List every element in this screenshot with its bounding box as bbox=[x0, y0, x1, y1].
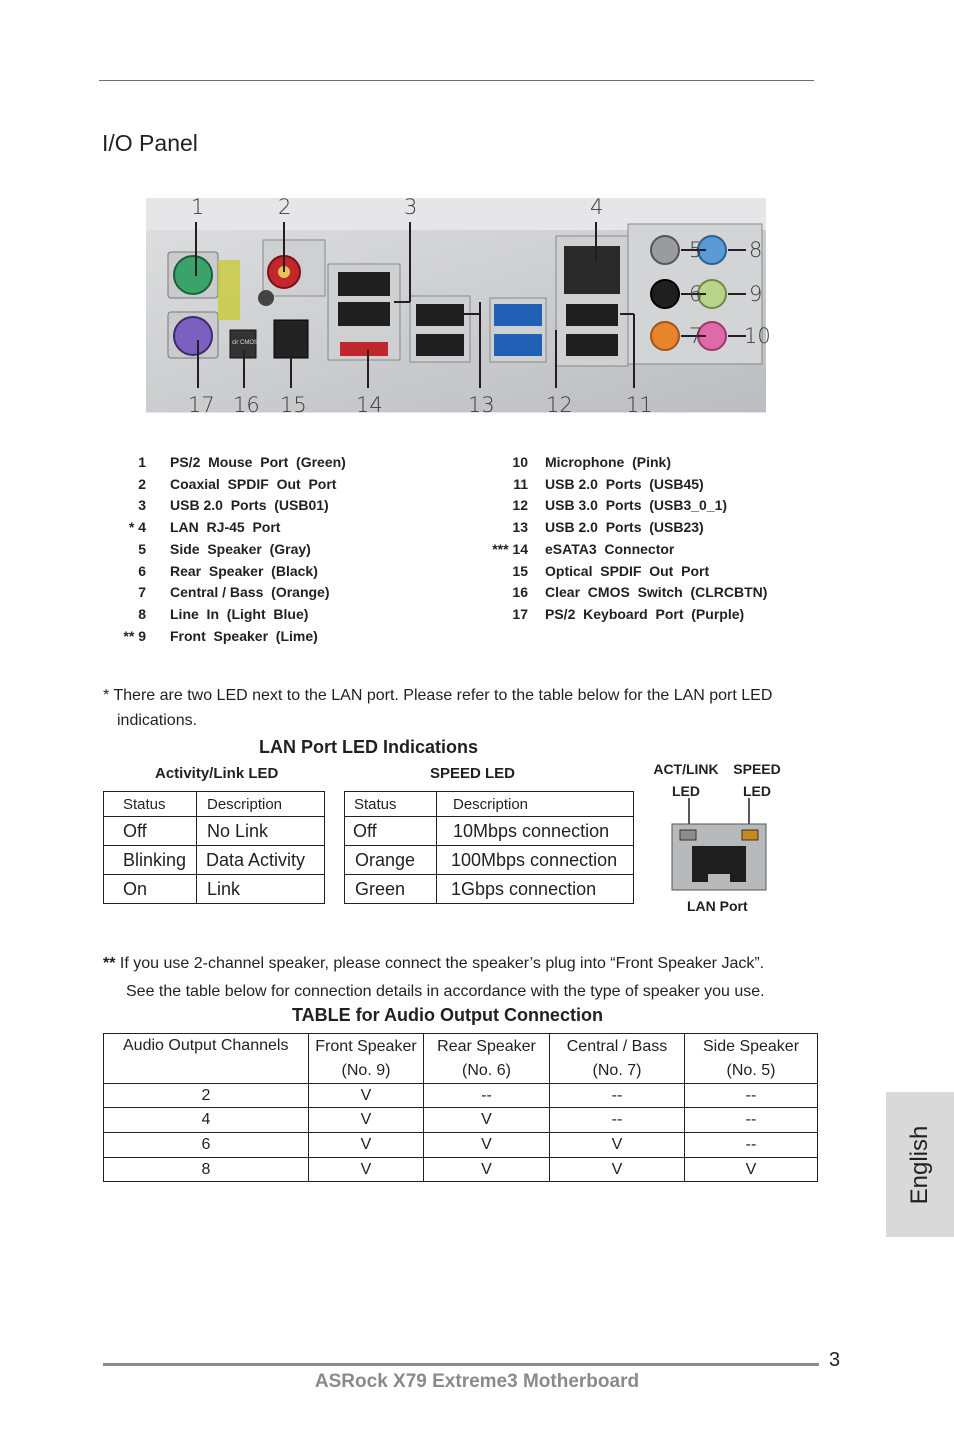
audio-header-rear bbox=[424, 1034, 550, 1084]
lan-note-line1: * There are two LED next to the LAN port. Please refer to the table below for the LAN port LED bbox=[103, 687, 773, 704]
io-num-6: 6 bbox=[689, 282, 703, 306]
legend-number: 7 bbox=[138, 584, 146, 601]
lan-port-icon bbox=[670, 798, 768, 892]
clr-cmos-label: clr CMOS bbox=[232, 340, 258, 346]
activity-led-title: Activity/Link LED bbox=[155, 765, 279, 782]
speaker-note-line1 bbox=[103, 950, 843, 978]
audio-cell: 2 bbox=[104, 1084, 309, 1108]
legend-label: Optical SPDIF Out Port bbox=[545, 562, 710, 579]
table-row bbox=[104, 1108, 818, 1133]
ps2-mouse-port-icon bbox=[174, 256, 212, 294]
list-item bbox=[0, 628, 954, 648]
io-num-11: 11 bbox=[626, 393, 653, 417]
usb3-port-icon bbox=[494, 304, 542, 326]
io-num-4: 4 bbox=[590, 195, 604, 219]
audio-header-rear-l1: Rear Speaker bbox=[437, 1037, 536, 1055]
speed-header-description: Description bbox=[437, 792, 634, 817]
audio-cell: 8 bbox=[104, 1158, 309, 1182]
io-num-16: 16 bbox=[233, 393, 260, 417]
legend-label: USB 2.0 Ports (USB01) bbox=[170, 497, 329, 514]
audio-cell: V bbox=[309, 1084, 424, 1108]
language-side-tab-label: English bbox=[906, 1125, 933, 1204]
speed-status-cell: Green bbox=[345, 875, 437, 904]
io-num-5: 5 bbox=[689, 238, 703, 262]
side-speaker-jack-icon bbox=[651, 236, 679, 264]
audio-header-central-l1: Central / Bass bbox=[566, 1037, 668, 1055]
legend-number: *** 14 bbox=[492, 540, 528, 557]
io-num-3: 3 bbox=[404, 195, 418, 219]
legend-number: 5 bbox=[138, 540, 146, 557]
audio-header-channels bbox=[104, 1034, 309, 1084]
io-num-1: 1 bbox=[191, 195, 205, 219]
audio-cell: V bbox=[550, 1158, 685, 1182]
audio-header-front-l2: (No. 9) bbox=[341, 1061, 391, 1079]
audio-cell: -- bbox=[685, 1108, 818, 1133]
legend-label: Coaxial SPDIF Out Port bbox=[170, 475, 337, 492]
speed-led-label bbox=[727, 758, 787, 802]
io-num-12: 12 bbox=[546, 393, 573, 417]
audio-header-central bbox=[550, 1034, 685, 1084]
audio-header-channels-l1: Audio Output Channels bbox=[123, 1037, 289, 1054]
audio-header-side bbox=[685, 1034, 818, 1084]
speed-desc-cell: 1Gbps connection bbox=[437, 875, 634, 904]
page-number: 3 bbox=[829, 1349, 841, 1371]
activity-header-status: Status bbox=[104, 792, 197, 817]
list-item bbox=[0, 454, 954, 474]
audio-header-front-l1: Front Speaker bbox=[315, 1037, 417, 1055]
lan-table-title: LAN Port LED Indications bbox=[259, 737, 479, 757]
io-num-15: 15 bbox=[280, 393, 307, 417]
activity-led-table bbox=[103, 791, 325, 904]
lan-rj45-icon bbox=[564, 246, 620, 294]
audio-cell: V bbox=[424, 1133, 550, 1158]
legend-number: * 4 bbox=[128, 519, 146, 536]
audio-cell: V bbox=[685, 1158, 818, 1182]
speed-status-cell: Orange bbox=[345, 846, 437, 875]
activity-header-description: Description bbox=[197, 792, 325, 817]
top-rule bbox=[99, 80, 814, 81]
footer-title: ASRock X79 Extreme3 Motherboard bbox=[314, 1371, 640, 1392]
table-row bbox=[104, 1158, 818, 1182]
audio-cell: -- bbox=[685, 1133, 818, 1158]
legend-label: Microphone (Pink) bbox=[545, 454, 671, 470]
lan-note bbox=[103, 683, 843, 733]
io-num-7: 7 bbox=[689, 324, 703, 348]
audio-header-front bbox=[309, 1034, 424, 1084]
lan-port-label: LAN Port bbox=[687, 898, 748, 914]
speed-desc-cell: 100Mbps connection bbox=[437, 846, 634, 875]
audio-cell: V bbox=[550, 1133, 685, 1158]
table-row bbox=[104, 1084, 818, 1108]
legend-label: Line In (Light Blue) bbox=[170, 605, 309, 622]
audio-cell: 6 bbox=[104, 1133, 309, 1158]
audio-cell: -- bbox=[424, 1084, 550, 1108]
list-item bbox=[0, 584, 954, 604]
audio-cell: 4 bbox=[104, 1108, 309, 1133]
legend-number: 10 bbox=[512, 454, 528, 470]
act-link-led-label-line1: ACT/LINK bbox=[653, 761, 719, 777]
activity-status-cell: On bbox=[104, 875, 197, 904]
io-num-2: 2 bbox=[278, 195, 292, 219]
activity-status-cell: Off bbox=[104, 817, 197, 846]
io-num-10: 10 bbox=[744, 324, 771, 348]
language-side-tab bbox=[886, 1092, 954, 1237]
usb23-port-icon bbox=[416, 304, 464, 326]
list-item bbox=[0, 606, 954, 626]
speaker-note-text1: If you use 2-channel speaker, please connect the speaker’s plug into “Front Speaker Jack”. bbox=[115, 955, 765, 972]
speed-led-label-line2: LED bbox=[743, 783, 771, 799]
io-num-17: 17 bbox=[188, 393, 215, 417]
audio-cell: V bbox=[309, 1158, 424, 1182]
activity-desc-cell: Link bbox=[197, 875, 325, 904]
act-link-led-label-line2: LED bbox=[672, 783, 700, 799]
speed-status-cell: Off bbox=[345, 817, 437, 846]
list-item bbox=[0, 519, 954, 539]
legend-label: Side Speaker (Gray) bbox=[170, 540, 311, 557]
io-num-9: 9 bbox=[749, 282, 763, 306]
central-bass-jack-icon bbox=[651, 322, 679, 350]
io-num-8: 8 bbox=[749, 238, 763, 262]
list-item bbox=[0, 541, 954, 561]
legend-number: 15 bbox=[512, 562, 528, 579]
list-item bbox=[0, 476, 954, 496]
section-title: I/O Panel bbox=[102, 130, 198, 156]
legend-label: eSATA3 Connector bbox=[545, 540, 675, 557]
speed-led-title: SPEED LED bbox=[430, 765, 516, 782]
audio-table-title: TABLE for Audio Output Connection bbox=[292, 1005, 603, 1025]
audio-header-rear-l2: (No. 6) bbox=[462, 1061, 511, 1079]
legend-label: Clear CMOS Switch (CLRCBTN) bbox=[545, 584, 768, 601]
usb45-port-icon bbox=[566, 304, 618, 326]
legend-label: PS/2 Keyboard Port (Purple) bbox=[545, 605, 745, 622]
legend-label: USB 2.0 Ports (USB23) bbox=[545, 519, 704, 536]
act-link-led-label bbox=[648, 758, 724, 802]
audio-header-side-l2: (No. 5) bbox=[726, 1061, 776, 1079]
activity-desc-cell: No Link bbox=[197, 817, 325, 846]
legend-label: Front Speaker (Lime) bbox=[170, 627, 318, 644]
speed-header-status: Status bbox=[345, 792, 437, 817]
audio-header-side-l1: Side Speaker bbox=[702, 1037, 800, 1055]
legend-number: 6 bbox=[138, 562, 146, 579]
speed-led-label-line1: SPEED bbox=[733, 761, 781, 777]
audio-cell: V bbox=[424, 1108, 550, 1133]
legend-label: USB 2.0 Ports (USB45) bbox=[545, 475, 704, 492]
legend-number: 11 bbox=[513, 475, 528, 492]
speaker-note bbox=[103, 950, 843, 1006]
activity-desc-cell: Data Activity bbox=[197, 846, 325, 875]
audio-cell: V bbox=[424, 1158, 550, 1182]
legend-label: LAN RJ-45 Port bbox=[170, 519, 281, 536]
audio-cell: V bbox=[309, 1108, 424, 1133]
usb01-port-icon bbox=[338, 272, 390, 296]
activity-status-cell: Blinking bbox=[104, 846, 197, 875]
legend-number: 17 bbox=[512, 605, 528, 622]
list-item bbox=[0, 563, 954, 583]
audio-cell: V bbox=[309, 1133, 424, 1158]
legend-number: 12 bbox=[512, 497, 528, 514]
legend-number: 1 bbox=[138, 454, 146, 470]
legend-number: 8 bbox=[138, 605, 146, 622]
legend-label: Rear Speaker (Black) bbox=[170, 562, 318, 579]
rear-speaker-jack-icon bbox=[651, 280, 679, 308]
audio-cell: -- bbox=[550, 1108, 685, 1133]
list-item bbox=[0, 497, 954, 517]
legend-label: PS/2 Mouse Port (Green) bbox=[170, 454, 346, 470]
audio-header-central-l2: (No. 7) bbox=[592, 1061, 642, 1079]
audio-output-table bbox=[103, 1033, 818, 1182]
io-num-13: 13 bbox=[468, 393, 495, 417]
legend-number: 2 bbox=[138, 475, 146, 492]
ps2-keyboard-port-icon bbox=[174, 317, 212, 355]
audio-cell: -- bbox=[550, 1084, 685, 1108]
legend-label: Central / Bass (Orange) bbox=[170, 584, 330, 601]
speaker-note-line2: See the table below for connection details in accordance with the type of speaker you use. bbox=[126, 983, 765, 1000]
footer-rule bbox=[103, 1363, 819, 1366]
speed-led-table bbox=[344, 791, 634, 904]
speed-desc-cell: 10Mbps connection bbox=[437, 817, 634, 846]
io-num-14: 14 bbox=[356, 393, 383, 417]
audio-cell: -- bbox=[685, 1084, 818, 1108]
table-row bbox=[104, 1133, 818, 1158]
esata3-connector-icon bbox=[340, 342, 388, 356]
speaker-note-marker: ** bbox=[103, 955, 116, 972]
port-legend bbox=[0, 454, 954, 654]
legend-number: 16 bbox=[512, 584, 528, 601]
legend-label: USB 3.0 Ports (USB3_0_1) bbox=[545, 497, 728, 514]
legend-number: 3 bbox=[138, 497, 146, 514]
legend-number: 13 bbox=[512, 519, 528, 536]
legend-number: ** 9 bbox=[123, 627, 146, 644]
io-panel-diagram bbox=[146, 190, 771, 420]
lan-note-line2: indications. bbox=[117, 712, 198, 729]
